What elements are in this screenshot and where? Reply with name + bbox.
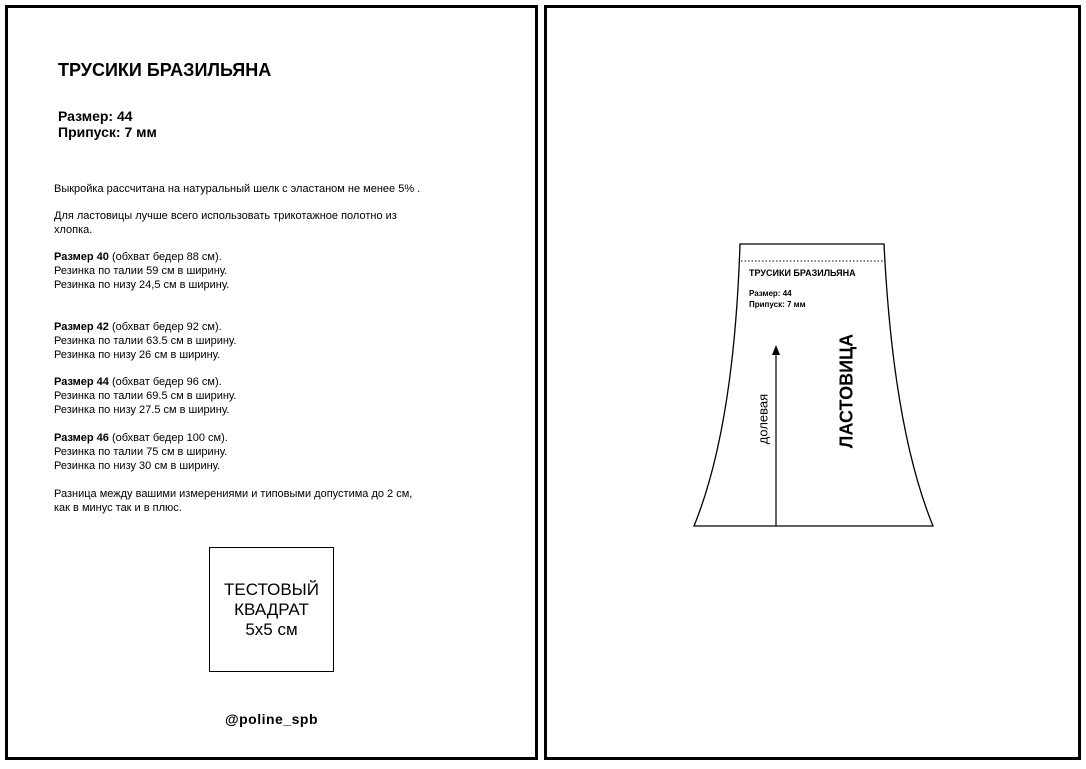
size-heading: Размер 46 bbox=[54, 432, 109, 444]
grainline-arrow-head bbox=[772, 345, 780, 355]
fabric-note: Выкройка рассчитана на натуральный шелк с эластаном не менее 5% . bbox=[54, 183, 421, 195]
test-square-line2: КВАДРАТ bbox=[234, 599, 309, 619]
gusset-outline bbox=[694, 244, 933, 526]
size-heading: Размер 40 bbox=[54, 251, 109, 263]
waist-elastic: Резинка по талии 69.5 см в ширину. bbox=[54, 390, 237, 402]
piece-allowance: Припуск: 7 мм bbox=[749, 300, 806, 309]
waist-elastic: Резинка по талии 63.5 см в ширину. bbox=[54, 335, 237, 347]
seam-allowance-label: Припуск: 7 мм bbox=[58, 124, 157, 140]
hips-measure: (обхват бедер 100 см). bbox=[108, 432, 228, 444]
size-block-40 bbox=[54, 250, 229, 292]
waist-elastic: Резинка по талии 75 см в ширину. bbox=[54, 446, 228, 458]
bottom-elastic: Резинка по низу 30 см в ширину. bbox=[54, 460, 221, 472]
size-label: Размер: 44 bbox=[58, 108, 133, 124]
piece-title: ТРУСИКИ БРАЗИЛЬЯНА bbox=[749, 268, 856, 278]
instructions-page bbox=[5, 5, 538, 760]
gusset-note-line2: хлопка. bbox=[54, 224, 93, 236]
size-heading: Размер 42 bbox=[54, 321, 109, 333]
test-square-line3: 5x5 см bbox=[245, 619, 298, 639]
bottom-elastic: Резинка по низу 27.5 см в ширину. bbox=[54, 404, 230, 416]
piece-name: ЛАСТОВИЦА bbox=[836, 333, 857, 449]
size-block-44 bbox=[54, 375, 236, 417]
grainline-label: долевая bbox=[755, 393, 771, 445]
gusset-pattern-drawing bbox=[547, 8, 1078, 757]
hips-measure: (обхват бедер 96 см). bbox=[108, 376, 222, 388]
test-square-line1: ТЕСТОВЫЙ bbox=[224, 579, 319, 599]
size-block-42 bbox=[54, 320, 236, 362]
piece-size: Размер: 44 bbox=[749, 289, 792, 298]
waist-elastic: Резинка по талии 59 см в ширину. bbox=[54, 265, 228, 277]
bottom-elastic: Резинка по низу 24,5 см в ширину. bbox=[54, 279, 230, 291]
difference-note-line2: как в минус так и в плюс. bbox=[54, 502, 182, 514]
gusset-note-line1: Для ластовицы лучше всего использовать трикотажное полотно из bbox=[54, 210, 397, 222]
hips-measure: (обхват бедер 88 см). bbox=[108, 251, 222, 263]
size-heading: Размер 44 bbox=[54, 376, 109, 388]
test-square bbox=[209, 547, 334, 672]
pattern-title: ТРУСИКИ БРАЗИЛЬЯНА bbox=[58, 60, 272, 80]
difference-note-line1: Разница между вашими измерениями и типовыми допустима до 2 см, bbox=[54, 488, 413, 500]
size-block-46 bbox=[54, 431, 228, 473]
author-handle: @poline_spb bbox=[224, 711, 319, 727]
pattern-page bbox=[544, 5, 1081, 760]
hips-measure: (обхват бедер 92 см). bbox=[108, 321, 222, 333]
bottom-elastic: Резинка по низу 26 см в ширину. bbox=[54, 349, 221, 361]
